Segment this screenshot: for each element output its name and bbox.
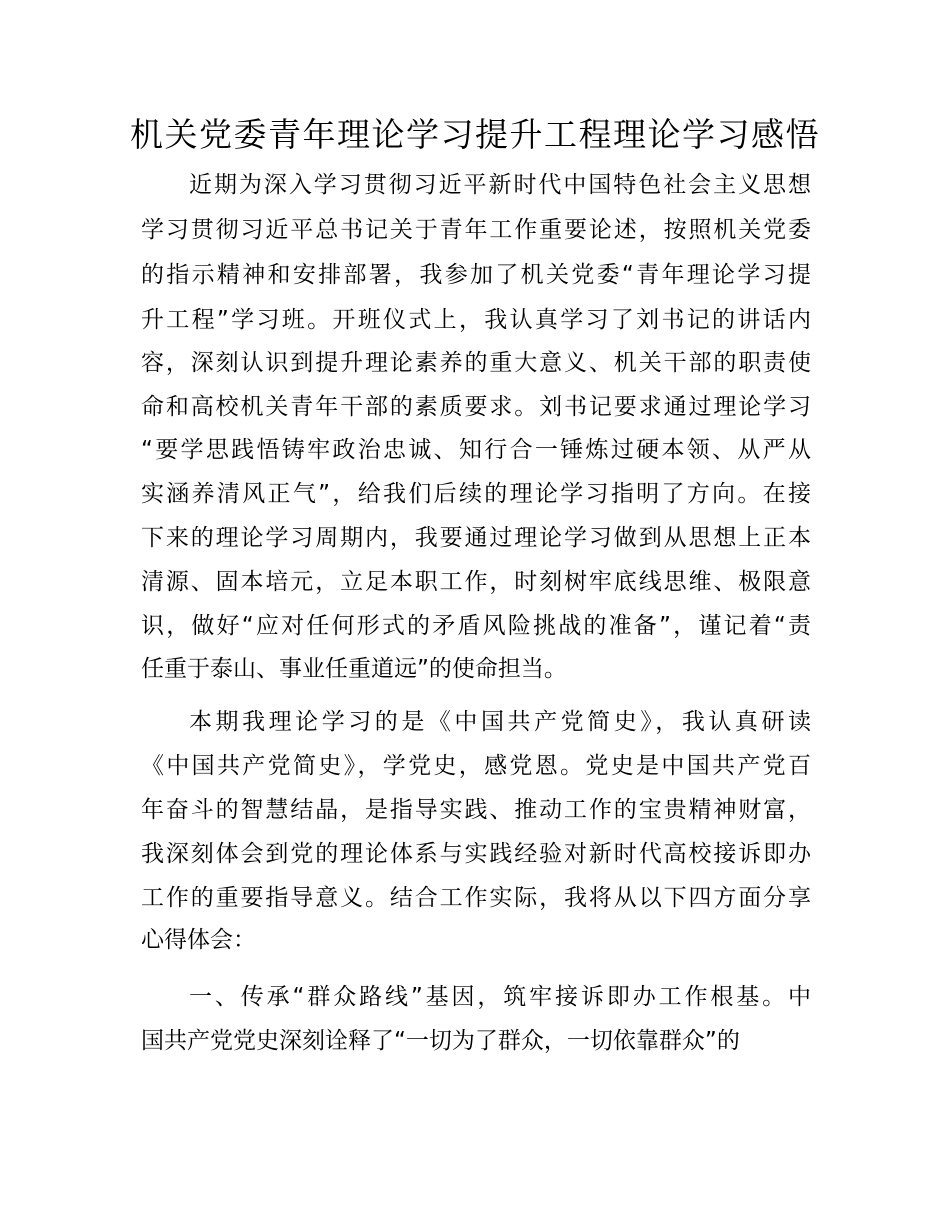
paragraph-line: 一、传承“群众路线”基因，筑牢接诉即办工作根基。中 <box>189 984 811 1010</box>
paragraph-line: 我深刻体会到党的理论体系与实践经验对新时代高校接诉即办 <box>141 841 811 867</box>
paragraph-line: 下来的理论学习周期内，我要通过理论学习做到从思想上正本 <box>141 525 811 551</box>
paragraph-line: 国共产党党史深刻诠释了“一切为了群众，一切依靠群众”的 <box>141 1028 740 1054</box>
paragraph-line: 本期我理论学习的是《中国共产党简史》，我认真研读 <box>189 709 811 735</box>
paragraph-line: 心得体会： <box>141 927 256 953</box>
paragraph-line: 识，做好“应对任何形式的矛盾风险挑战的准备”，谨记着“责 <box>141 613 811 639</box>
paragraph-line: 实涵养清风正气”，给我们后续的理论学习指明了方向。在接 <box>141 481 811 507</box>
paragraph-line: 升工程”学习班。开班仪式上，我认真学习了刘书记的讲话内 <box>141 307 811 333</box>
paragraph-line: 的指示精神和安排部署，我参加了机关党委“青年理论学习提 <box>141 262 811 288</box>
paragraph-line: “要学思践悟铸牢政治忠诚、知行合一锤炼过硬本领、从严从 <box>141 437 811 463</box>
paragraph-line: 《中国共产党简史》，学党史，感党恩。党史是中国共产党百 <box>141 753 811 779</box>
document-title: 机关党委青年理论学习提升工程理论学习感悟 <box>130 115 820 154</box>
paragraph-line: 命和高校机关青年干部的素质要求。刘书记要求通过理论学习 <box>141 394 811 420</box>
paragraph-line: 学习贯彻习近平总书记关于青年工作重要论述，按照机关党委 <box>141 217 811 243</box>
paragraph-line: 近期为深入学习贯彻习近平新时代中国特色社会主义思想 <box>189 172 811 198</box>
paragraph-line: 任重于泰山、事业任重道远”的使命担当。 <box>141 656 567 682</box>
paragraph-line: 年奋斗的智慧结晶，是指导实践、推动工作的宝贵精神财富， <box>141 797 811 823</box>
paragraph-line: 清源、固本培元，立足本职工作，时刻树牢底线思维、极限意 <box>141 569 811 595</box>
paragraph-line: 工作的重要指导意义。结合工作实际，我将从以下四方面分享 <box>141 885 811 911</box>
paragraph-line: 容，深刻认识到提升理论素养的重大意义、机关干部的职责使 <box>141 350 811 376</box>
